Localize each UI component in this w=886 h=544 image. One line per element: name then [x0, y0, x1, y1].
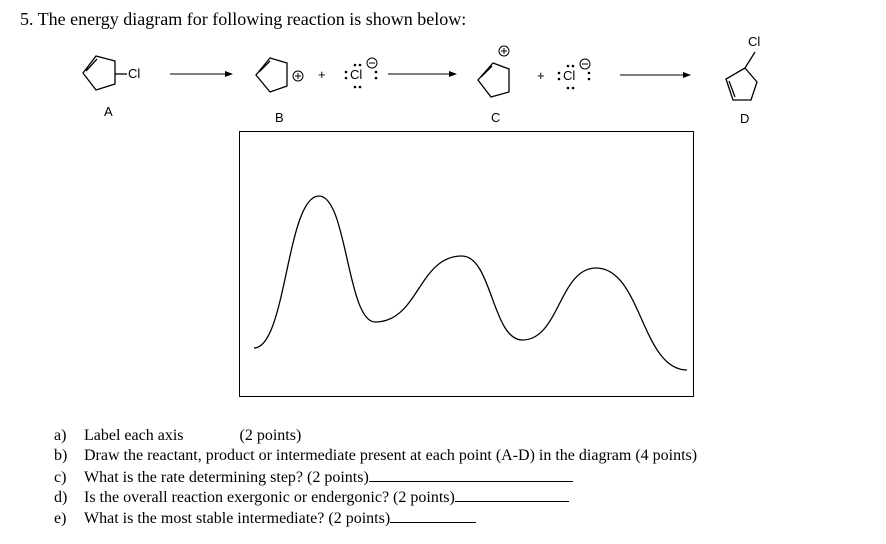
reaction-scheme: [0, 0, 886, 130]
question-d: [54, 487, 569, 507]
cl-label-D: Cl: [748, 34, 761, 49]
cyclopentenyl-chloride-A: [83, 56, 127, 90]
plus-sign-1: +: [318, 67, 326, 82]
energy-profile-curve: [254, 196, 687, 370]
cl-label-A: Cl: [128, 66, 141, 81]
question-c-letter: c): [54, 469, 67, 486]
allylic-cation-C: [478, 46, 509, 97]
answer-blank-c[interactable]: [369, 467, 573, 482]
question-e: [54, 508, 476, 528]
question-d-letter: d): [54, 489, 68, 506]
energy-diagram: [240, 132, 693, 396]
question-e-letter: e): [54, 510, 67, 527]
question-title: 5. The energy diagram for following reaction is shown below:: [20, 9, 467, 29]
answer-blank-e[interactable]: [390, 508, 476, 523]
label-A: A: [104, 104, 113, 119]
answer-blank-d[interactable]: [455, 487, 569, 502]
question-e-text: What is the most stable intermediate? (2 points): [84, 510, 391, 527]
allylic-cation-B: [256, 58, 303, 92]
question-a-text: Label each axis: [84, 427, 184, 444]
question-d-text: Is the overall reaction exergonic or endergonic? (2 points): [84, 489, 455, 506]
question-a-points: (2 points): [239, 427, 302, 444]
plus-sign-2: +: [537, 68, 545, 83]
cl-label-anion-2: Cl: [563, 68, 576, 83]
question-a-letter: a): [54, 427, 67, 444]
question-c: [54, 467, 573, 487]
question-c-text: What is the rate determining step? (2 points): [84, 469, 369, 486]
energy-diagram-box: [239, 131, 694, 397]
cyclopentenyl-chloride-D: [726, 52, 757, 100]
question-b-letter: b): [54, 447, 68, 464]
label-C: C: [491, 110, 501, 125]
cl-label-anion-1: Cl: [350, 67, 363, 82]
label-D: D: [740, 111, 750, 126]
question-b-text: Draw the reactant, product or intermediate present at each point (A-D) in the diagram (4 points): [84, 447, 698, 464]
question-a: [54, 427, 301, 447]
question-b: [54, 447, 697, 467]
label-B: B: [275, 110, 284, 125]
